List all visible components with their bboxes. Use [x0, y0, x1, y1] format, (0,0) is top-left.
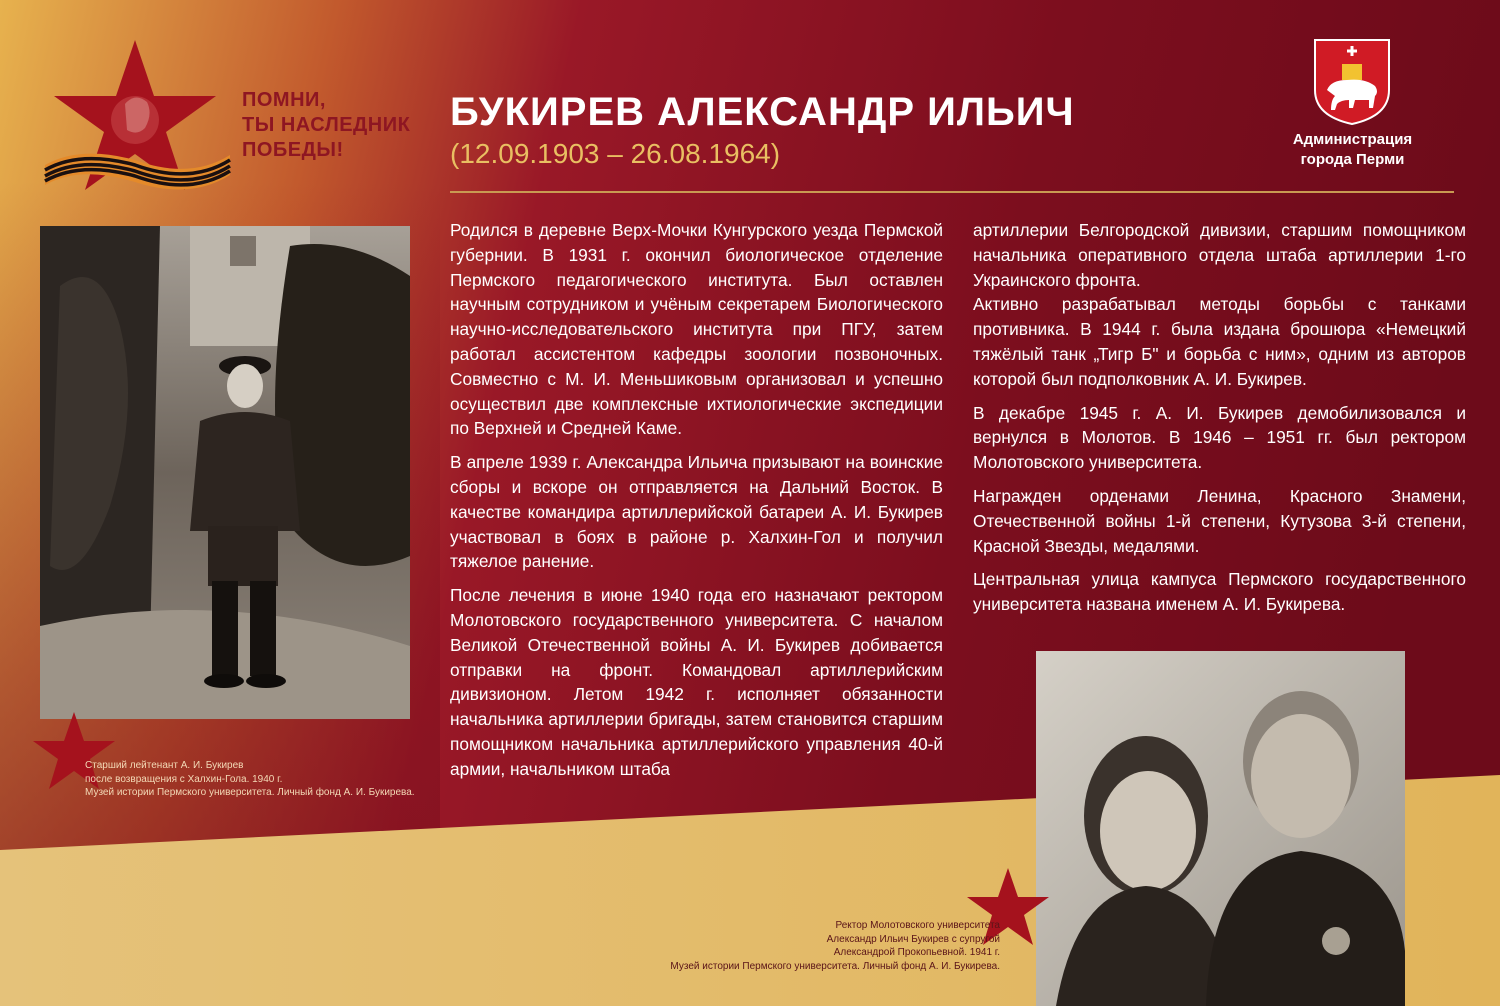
biography-paragraph: Активно разрабатывал методы борьбы с танками противника. В 1944 г. была издана брошюра «Немецкий тяжёлый танк „Тигр Б" и борьба с ним», одним из авторов которой был подполковник А. И. Букирев. — [973, 294, 1466, 389]
biography-paragraph: артиллерии Белгородской дивизии, старшим помощником начальника оперативного отдела штаба артиллерии 1-го Украинского фронта. — [973, 220, 1466, 290]
photo-portrait-officer — [40, 226, 410, 719]
slogan — [242, 88, 432, 163]
caption-line: Александр Ильич Букирев с супругой — [826, 933, 1000, 945]
victory-star-emblem — [40, 40, 240, 200]
biography-paragraph: Центральная улица кампуса Пермского государственного университета названа именем А. И. Букирева. — [973, 569, 1466, 615]
administration-label — [1280, 130, 1425, 170]
caption-line: Старший лейтенант А. И. Букирев — [85, 760, 244, 771]
life-dates: (12.09.1903 – 26.08.1964) — [450, 138, 781, 169]
photo-caption-couple — [600, 919, 1000, 973]
person-name-title: БУКИРЕВ АЛЕКСАНДР ИЛЬИЧ — [450, 90, 1075, 134]
biography-paragraph: В декабре 1945 г. А. И. Букирев демобилизовался и вернулся в Молотов. В 1946 – 1951 гг. был ректором Молотовского университета. — [973, 402, 1466, 473]
biography-paragraph: Награжден орденами Ленина, Красного Знамени, Отечественной войны 1-й степени, Кутузова 3-й степени, Красной Звезды, медалями. — [973, 485, 1466, 556]
slogan-line: ПОБЕДЫ! — [242, 139, 344, 161]
title-divider — [450, 191, 1454, 193]
biography-paragraph: Родился в деревне Верх-Мочки Кунгурского уезда Пермской губернии. В 1931 г. окончил биологическое отделение Пермского педагогического института. Был оставлен научным сотрудником и учёным секретарем Биологического научно-исследовательского института при ПГУ, затем работал ассистентом кафедры зоологии позвоночных. Совместно с М. И. Меньшиковым организовал и успешно осуществил две комплексные ихтиологические экспедиции по Верхней и Средней Каме. — [450, 220, 943, 439]
caption-line: Музей истории Пермского университета. Личный фонд А. И. Букирева. — [670, 960, 1000, 972]
biography-paragraph: После лечения в июне 1940 года его назначают ректором Молотовского государственного университета. С началом Великой Отечественной войны А. И. Букирев добивается отправки на фронт. Командовал артиллерийским дивизионом. Летом 1942 г. исполняет обязанности начальника артиллерии бригады, затем становится старшим помощником начальника артиллерийского управления 40-й армии, начальником штаба — [450, 585, 943, 779]
caption-line: Музей истории Пермского университета. Личный фонд А. И. Букирева. — [85, 787, 415, 798]
caption-line: Ректор Молотовского университета — [835, 920, 1000, 931]
biography-column-right — [973, 218, 1466, 626]
st-george-ribbon-icon — [45, 154, 230, 190]
administration-line: Администрация — [1292, 131, 1413, 148]
caption-line: Александрой Прокопьевной. 1941 г. — [833, 947, 1000, 958]
photo-couple — [1036, 651, 1405, 1006]
biography-paragraph: В апреле 1939 г. Александра Ильича призывают на воинские сборы и вскоре он отправляется на Дальний Восток. В качестве командира артиллерийской батареи А. И. Букирев участвовал в боях в районе р. Халхин-Гол и получил тяжелое ранение. — [450, 452, 943, 572]
slogan-line: ТЫ НАСЛЕДНИК — [242, 114, 411, 136]
photo-caption-officer — [85, 759, 455, 800]
biography-column-left — [450, 218, 943, 791]
administration-line: города Перми — [1300, 151, 1405, 168]
slogan-line: ПОМНИ, — [242, 89, 326, 111]
caption-line: после возвращения с Халхин-Гола. 1940 г. — [85, 773, 283, 785]
perm-coat-of-arms-icon — [1313, 38, 1391, 126]
